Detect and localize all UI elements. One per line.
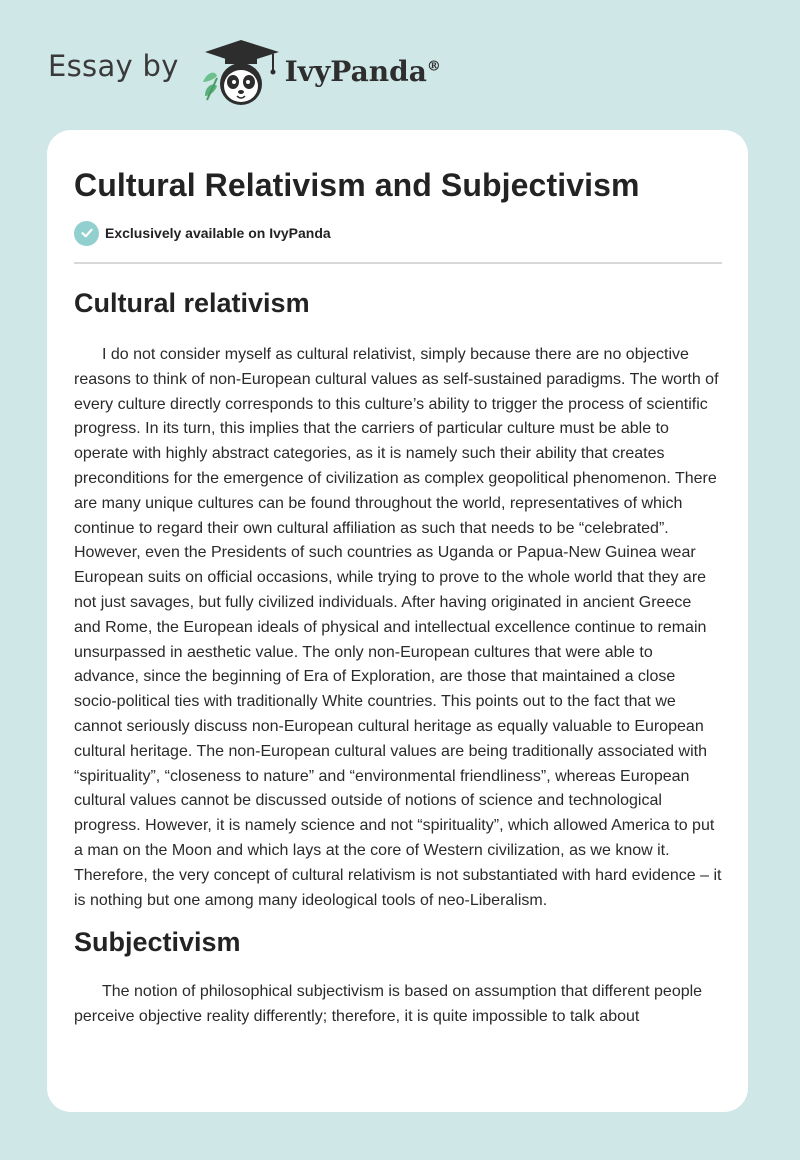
section-paragraph-subjectivism: The notion of philosophical subjectivism is based on assumption that different people perceive objective reality differently; therefore, it is quite impossible to talk about — [74, 983, 703, 1026]
brand-header — [48, 36, 441, 108]
section-heading-subjectivism: Subjectivism — [74, 927, 241, 958]
essay-card — [47, 130, 748, 1112]
divider — [74, 262, 722, 264]
brand-prefix: Essay by — [48, 49, 179, 83]
badge-label: Exclusively available on IvyPanda — [105, 225, 331, 241]
section-heading-cultural-relativism: Cultural relativism — [74, 288, 310, 318]
page-title: Cultural Relativism and Subjectivism — [74, 167, 640, 203]
section-paragraph-cultural-relativism: I do not consider myself as cultural relativist, simply because there are no objective reasons to think of non-European cultural values as self-sustained paradigms. The worth of every culture directly corresponds to this culture’s ability to trigger the process of scientific progress. In its turn, this implies that the carriers of particular culture must be able to operate with highly abstract categories, as it is namely such their ability that creates preconditions for the emergence of civilization as complex geopolitical phenomenon. There are many unique cultures can be found throughout the world, representatives of which continue to regard their own cultural affiliation as such that needs to be “celebrated”. However, even the Presidents of such countries as Uganda or Papua-New Guinea wear European suits on official occasions, while trying to prove to the whole world that they are not just savages, but fully civilized individuals. After having originated in ancient Greece and Rome, the European ideals of physical and intellectual excellence continue to remain unsurpassed in aesthetic value. The only non-European cultures that were able to advance, since the beginning of Era of Exploration, are those that maintained a close socio-political ties with traditionally White countries. This points out to the fact that we cannot seriously discuss non-European cultural heritage as equally valuable to European cultural heritage. The non-European cultural values are being traditionally associated with “spirituality”, “closeness to nature” and “environmental friendliness”, whereas European cultural values cannot be discussed outside of notions of science and technological progress. However, it is namely science and not “spirituality”, which allowed America to put a man on the Moon and which lays at the core of Western civilization, as we know it. Therefore, the very concept of cultural relativism is not substantiated with hard evidence – it is nothing but one among many ideological tools of neo-Liberalism. — [74, 346, 722, 909]
panda-graduate-icon — [195, 36, 281, 108]
brand-name: IvyPanda® — [284, 54, 441, 88]
exclusive-badge — [74, 220, 722, 246]
check-icon — [74, 221, 99, 246]
